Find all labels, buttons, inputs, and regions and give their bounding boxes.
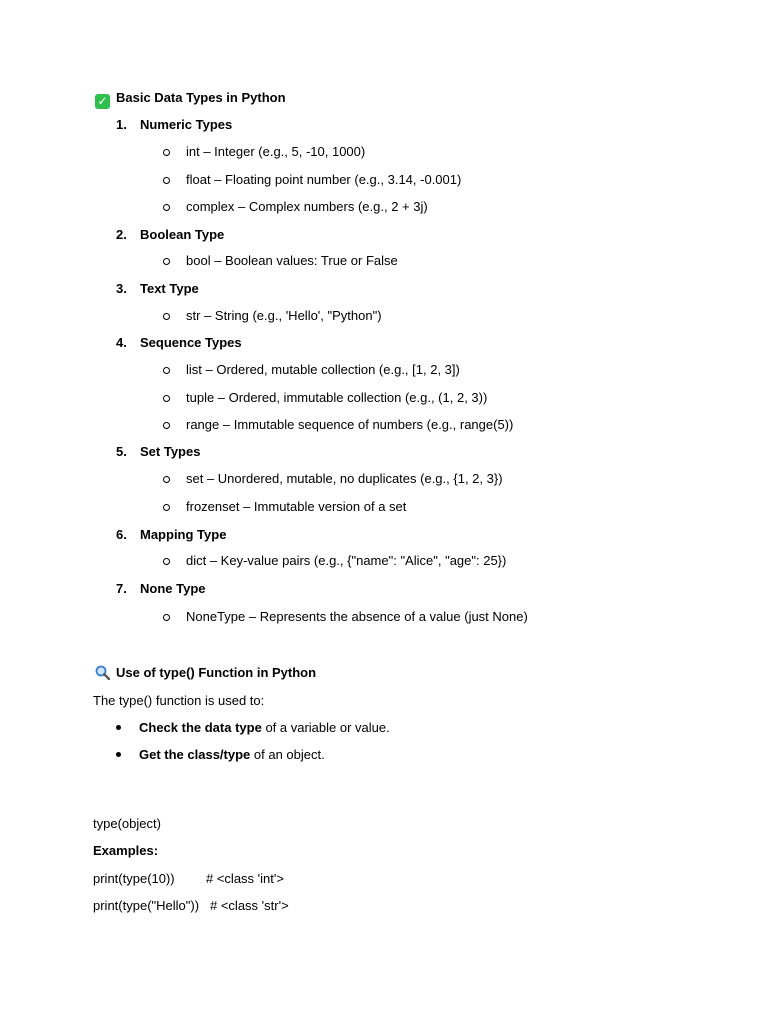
- list-title: Numeric Types: [140, 117, 233, 132]
- hollow-bullet: [163, 313, 170, 320]
- list-number: 4.: [116, 335, 127, 350]
- hollow-bullet: [163, 149, 170, 156]
- hollow-bullet: [163, 177, 170, 184]
- list-item-type-1: [116, 117, 232, 133]
- hollow-bullet: [163, 204, 170, 211]
- list-title: Sequence Types: [140, 335, 242, 350]
- bullet-bold: Get the class/type: [139, 747, 251, 762]
- example-comment: # <class 'int'>: [206, 871, 284, 886]
- bullet-dot: [116, 752, 121, 757]
- hollow-bullet: [163, 476, 170, 483]
- list-item-type-7: [116, 581, 206, 597]
- example-code: print(type(10)): [93, 871, 175, 886]
- list-item-type-5: [116, 444, 200, 460]
- list-title: None Type: [140, 581, 206, 596]
- example-line: [93, 871, 175, 887]
- syntax-line: type(object): [93, 816, 161, 831]
- magnifier-icon: [95, 665, 110, 680]
- check-mark-icon: ✓: [95, 94, 110, 109]
- sub-item: tuple – Ordered, immutable collection (e.g., (1, 2, 3)): [186, 390, 488, 405]
- example-comment: # <class 'str'>: [210, 898, 289, 913]
- sub-item: frozenset – Immutable version of a set: [186, 499, 407, 514]
- list-title: Mapping Type: [140, 527, 227, 542]
- sub-item: NoneType – Represents the absence of a value (just None): [186, 609, 528, 624]
- heading-type-function: [95, 665, 316, 681]
- sub-item: bool – Boolean values: True or False: [186, 253, 398, 268]
- list-number: 7.: [116, 581, 127, 596]
- sub-item: int – Integer (e.g., 5, -10, 1000): [186, 144, 366, 159]
- sub-item: float – Floating point number (e.g., 3.14, -0.001): [186, 172, 462, 187]
- sub-item: str – String (e.g., 'Hello', "Python"): [186, 308, 382, 323]
- list-item-type-4: [116, 335, 242, 351]
- intro-paragraph: The type() function is used to:: [93, 693, 265, 708]
- list-item-type-3: [116, 281, 199, 297]
- bullet-rest: of a variable or value.: [261, 720, 390, 735]
- list-title: Text Type: [140, 281, 199, 296]
- hollow-bullet: [163, 395, 170, 402]
- hollow-bullet: [163, 258, 170, 265]
- hollow-bullet: [163, 558, 170, 565]
- hollow-bullet: [163, 367, 170, 374]
- list-number: 2.: [116, 227, 127, 242]
- hollow-bullet: [163, 504, 170, 511]
- heading2-text: Use of type() Function in Python: [116, 665, 317, 680]
- bullet-dot: [116, 725, 121, 730]
- list-number: 1.: [116, 117, 127, 132]
- bullet-rest: of an object.: [250, 747, 325, 762]
- example-code: print(type("Hello")): [93, 898, 200, 913]
- sub-item: dict – Key-value pairs (e.g., {"name": "Alice", "age": 25}): [186, 553, 507, 568]
- bullet-bold: Check the data type: [139, 720, 262, 735]
- heading-basic-data-types: [95, 90, 286, 109]
- list-number: 3.: [116, 281, 127, 296]
- bullet-item: [139, 747, 325, 763]
- hollow-bullet: [163, 614, 170, 621]
- list-number: 6.: [116, 527, 127, 542]
- list-title: Boolean Type: [140, 227, 225, 242]
- hollow-bullet: [163, 422, 170, 429]
- list-number: 5.: [116, 444, 127, 459]
- bullet-item: [139, 720, 390, 736]
- list-title: Set Types: [140, 444, 201, 459]
- sub-item: range – Immutable sequence of numbers (e.g., range(5)): [186, 417, 514, 432]
- examples-label: Examples:: [93, 843, 159, 858]
- sub-item: complex – Complex numbers (e.g., 2 + 3j): [186, 199, 428, 214]
- sub-item: list – Ordered, mutable collection (e.g., [1, 2, 3]): [186, 362, 460, 377]
- sub-item: set – Unordered, mutable, no duplicates (e.g., {1, 2, 3}): [186, 471, 503, 486]
- list-item-type-2: [116, 227, 224, 243]
- list-item-type-6: [116, 527, 226, 543]
- example-line: [93, 898, 199, 914]
- heading1-text: Basic Data Types in Python: [116, 90, 286, 105]
